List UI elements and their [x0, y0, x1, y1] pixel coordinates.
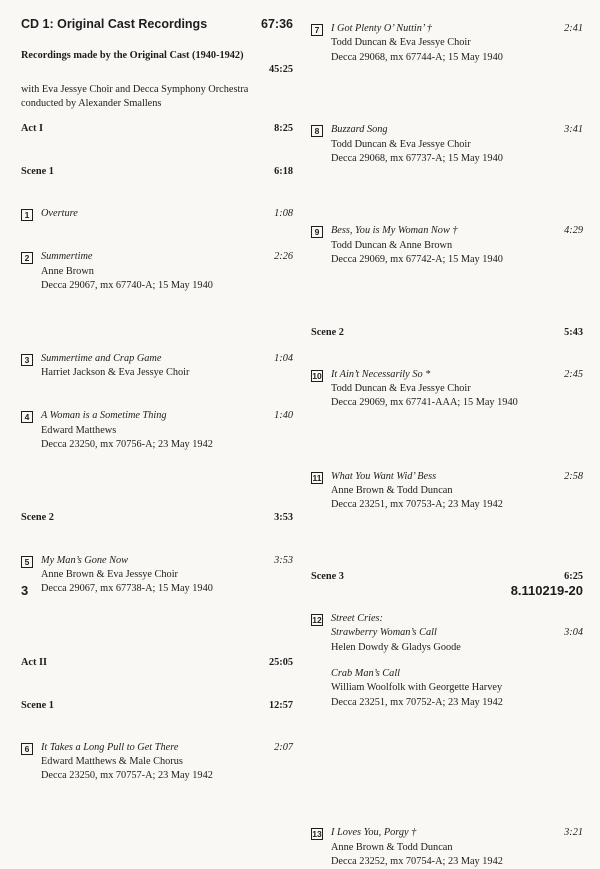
track-duration: 3:41	[564, 124, 583, 136]
track-title: Summertime and Crap Game	[41, 352, 162, 364]
track-artists: Anne Brown	[41, 265, 94, 277]
track-duration: 2:45	[564, 368, 583, 380]
track-artists-2: William Woolfolk with Georgette Harvey	[331, 682, 503, 694]
track-artists: Anne Brown & Eva Jessye Choir	[41, 568, 178, 580]
track-title-line	[311, 22, 583, 36]
track-number-box: 1	[21, 209, 33, 221]
credits	[21, 83, 293, 112]
track-release: Decca 23250, mx 70757-A; 23 May 1942	[41, 770, 213, 782]
track-artists: Todd Duncan & Anne Brown	[331, 239, 453, 251]
track-artists: Edward Matthews & Male Chorus	[41, 756, 183, 768]
track-release: Decca 23251, mx 70753-A; 23 May 1942	[331, 499, 503, 511]
track-item	[21, 741, 293, 784]
track-item	[311, 22, 583, 65]
track-subtitle: Strawberry Woman’s Call	[331, 627, 437, 639]
track-title-line	[21, 409, 293, 423]
scene-duration: 6:18	[274, 166, 293, 177]
scene-header	[311, 570, 583, 584]
track-title: I Got Plenty O’ Nuttin’ †	[331, 23, 432, 34]
track-release: Decca 29069, mx 67741-AAA; 15 May 1940	[331, 397, 518, 409]
credits-line-orchestra: with Eva Jessye Choir and Decca Symphony Orchestra	[21, 84, 249, 95]
track-release: Decca 29067, mx 67740-A; 15 May 1940	[41, 280, 213, 292]
track-title: My Man’s Gone Now	[41, 554, 129, 566]
track-duration: 2:41	[564, 23, 583, 34]
scene-header	[311, 326, 583, 340]
track-item	[311, 470, 583, 513]
track-title: A Woman is a Sometime Thing	[41, 410, 167, 422]
recordings-heading: Recordings made by the Original Cast (1940-1942)	[21, 50, 244, 61]
track-item	[21, 207, 293, 221]
track-number-box: 13	[312, 829, 322, 840]
act-duration: 25:05	[268, 656, 293, 668]
track-duration: 3:53	[274, 554, 293, 566]
track-title-line	[311, 123, 583, 137]
act-header	[21, 122, 293, 136]
track-item	[311, 612, 583, 710]
act-header	[21, 656, 293, 670]
track-title: It Takes a Long Pull to Get There	[41, 741, 179, 753]
track-number-box: 10	[312, 370, 322, 381]
track-duration: 4:29	[564, 225, 583, 237]
track-artists: Edward Matthews	[41, 424, 117, 436]
track-artists: Todd Duncan & Eva Jessye Choir	[331, 382, 471, 394]
track-release: Decca 23250, mx 70756-A; 23 May 1942	[41, 439, 213, 451]
track-title-line	[311, 470, 583, 484]
track-item	[21, 250, 293, 293]
scene-header	[21, 511, 293, 525]
track-number-box: 9	[311, 226, 323, 238]
scene-header	[21, 165, 293, 179]
track-item	[21, 554, 293, 597]
page-number: 3	[21, 583, 29, 598]
left-column	[21, 0, 293, 782]
track-title-line	[21, 554, 293, 568]
cd-title: CD 1: Original Cast Recordings	[21, 17, 208, 31]
track-release: Decca 29067, mx 67738-A; 15 May 1940	[41, 583, 213, 595]
track-title-line	[21, 352, 293, 366]
track-release: Decca 23251, mx 70752-A; 23 May 1942	[331, 696, 503, 708]
track-item	[311, 224, 583, 267]
scene-label: Scene 3	[311, 570, 344, 582]
track-duration: 2:07	[274, 741, 293, 753]
scene-duration: 6:25	[564, 570, 583, 582]
track-duration: 1:40	[274, 410, 293, 422]
track-number-box: 6	[21, 743, 33, 755]
scene-label: Scene 1	[21, 699, 54, 711]
cd-duration: 67:36	[261, 17, 293, 31]
scene-header	[21, 699, 293, 713]
track-duration: 1:04	[274, 352, 293, 364]
catalog-number: 8.110219-20	[510, 583, 583, 598]
recordings-duration: 45:25	[268, 64, 293, 76]
track-item	[21, 409, 293, 452]
track-title: Bess, You is My Woman Now †	[331, 225, 458, 237]
track-title-line	[311, 612, 583, 626]
track-title: Buzzard Song	[331, 124, 388, 136]
track-number-box: 8	[311, 125, 323, 137]
track-artists: Helen Dowdy & Gladys Goode	[331, 641, 461, 653]
track-duration: 3:04	[564, 627, 583, 639]
track-number-box: 5	[21, 556, 33, 568]
scene-duration: 3:53	[274, 511, 293, 523]
track-title: What You Want Wid’ Bess	[331, 470, 437, 482]
scene-label: Scene 2	[311, 326, 344, 338]
track-item	[311, 368, 583, 411]
recordings-heading-block	[21, 49, 293, 78]
track-duration: 3:21	[564, 827, 583, 839]
track-artists: Todd Duncan & Eva Jessye Choir	[331, 138, 471, 150]
track-title-line	[311, 368, 583, 382]
track-title: Overture	[41, 208, 78, 219]
scene-label: Scene 2	[21, 511, 54, 523]
track-title-line	[21, 207, 293, 221]
track-title: I Loves You, Porgy †	[331, 827, 417, 839]
track-release: Decca 29068, mx 67737-A; 15 May 1940	[331, 152, 503, 164]
track-subtitle-line	[311, 626, 583, 640]
track-title-line	[21, 250, 293, 264]
track-artists: Harriet Jackson & Eva Jessye Choir	[41, 366, 190, 378]
track-item	[21, 352, 293, 381]
scene-label: Scene 1	[21, 166, 54, 177]
track-number-box: 4	[21, 411, 33, 423]
track-title-line	[21, 741, 293, 755]
track-number-box: 3	[21, 354, 33, 366]
right-column	[311, 0, 583, 867]
track-duration: 2:58	[564, 470, 583, 482]
cd-heading	[21, 17, 293, 31]
track-title: It Ain’t Necessarily So *	[331, 368, 431, 380]
track-title-line	[311, 826, 583, 840]
track-artists: Todd Duncan & Eva Jessye Choir	[331, 37, 471, 49]
act-label: Act I	[21, 123, 44, 134]
track-artists: Anne Brown & Todd Duncan	[331, 485, 453, 497]
track-subtitle-2: Crab Man’s Call	[331, 668, 401, 680]
track-title-line	[311, 224, 583, 238]
track-item	[311, 123, 583, 166]
act-duration: 8:25	[274, 123, 293, 134]
track-title: Summertime	[41, 251, 93, 263]
track-duration: 1:08	[274, 208, 293, 219]
track-number-box: 11	[312, 472, 322, 483]
scene-duration: 12:57	[268, 699, 293, 711]
track-item	[311, 826, 583, 869]
scene-duration: 5:43	[564, 326, 583, 338]
track-release: Decca 23252, mx 70754-A; 23 May 1942	[331, 855, 503, 867]
track-title: Street Cries:	[331, 612, 383, 624]
track-number-box: 12	[312, 614, 322, 625]
track-duration: 2:26	[274, 251, 293, 263]
track-release: Decca 29068, mx 67744-A; 15 May 1940	[331, 51, 503, 63]
credits-line-conductor: conducted by Alexander Smallens	[21, 98, 162, 110]
track-release: Decca 29069, mx 67742-A; 15 May 1940	[331, 254, 503, 266]
act-label: Act II	[21, 656, 48, 668]
track-number-box: 7	[311, 24, 323, 36]
track-number-box: 2	[21, 252, 33, 264]
track-artists: Anne Brown & Todd Duncan	[331, 841, 453, 853]
